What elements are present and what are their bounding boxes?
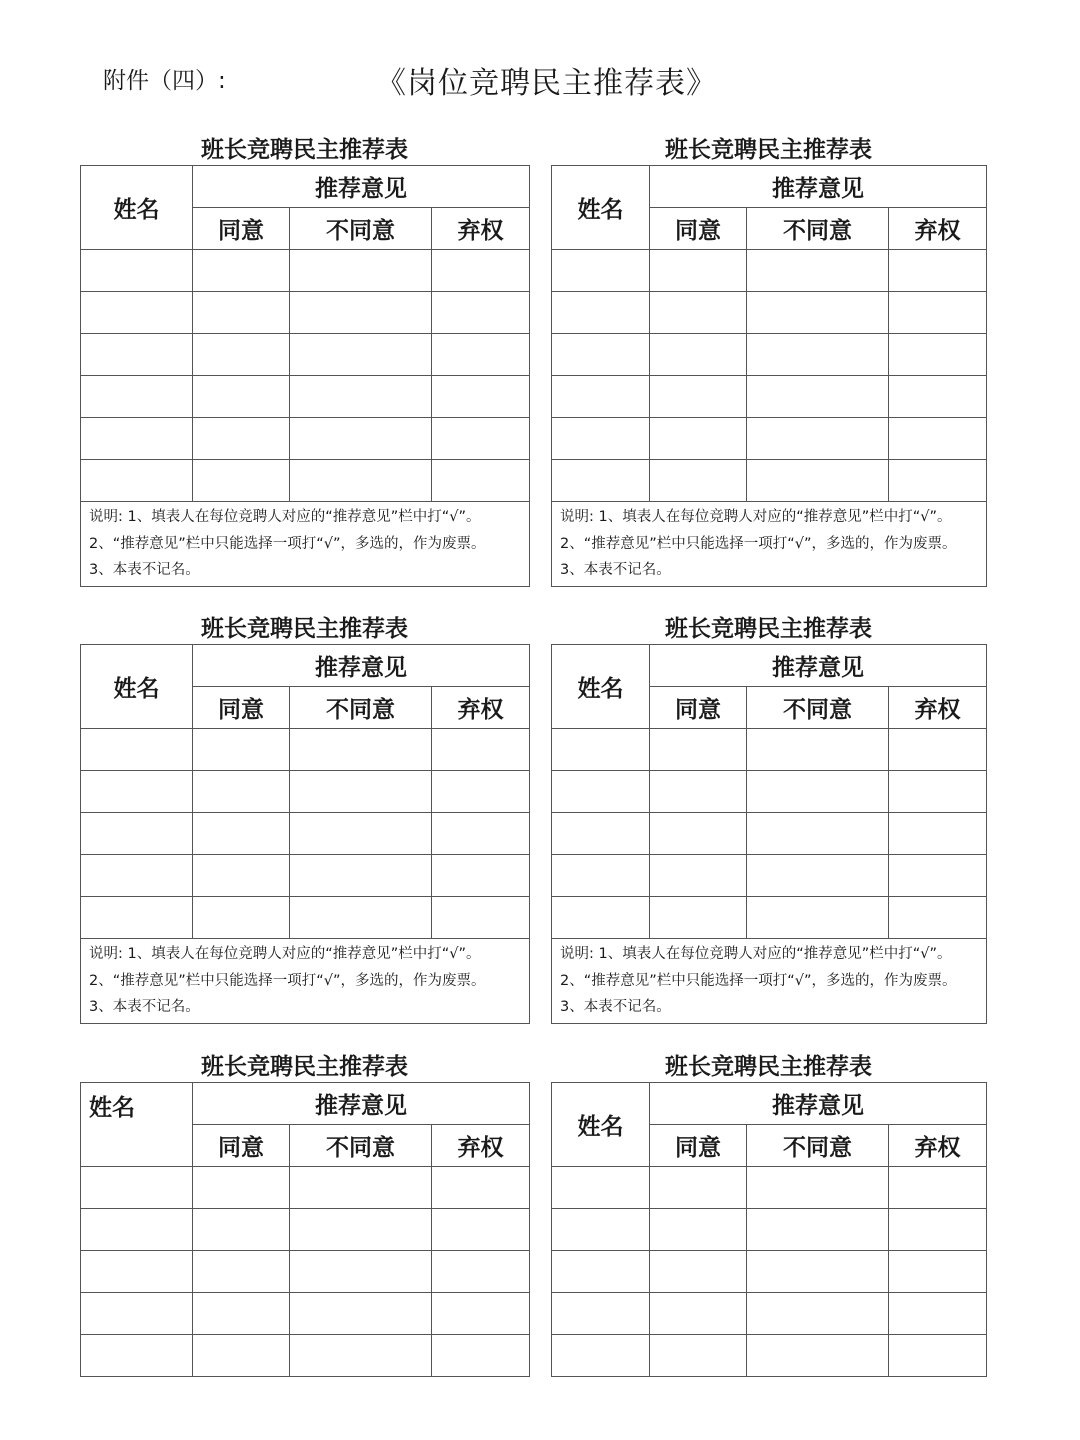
disagree-cell[interactable] [290, 1167, 432, 1209]
name-cell[interactable] [81, 250, 193, 292]
disagree-cell[interactable] [290, 897, 432, 939]
note-line-2: 2、“推荐意见”栏中只能选择一项打“√”，多选的，作为废票。 [560, 972, 957, 989]
table-row [81, 418, 530, 460]
agree-cell[interactable] [193, 729, 290, 771]
abstain-cell[interactable] [889, 729, 987, 771]
agree-cell[interactable] [193, 897, 290, 939]
agree-cell[interactable] [193, 418, 290, 460]
table-row [552, 250, 987, 292]
disagree-cell[interactable] [747, 771, 889, 813]
table-row [552, 292, 987, 334]
abstain-cell[interactable] [432, 250, 530, 292]
name-cell[interactable] [81, 418, 193, 460]
recommendation-form-2 [551, 135, 986, 587]
agree-cell[interactable] [193, 813, 290, 855]
agree-cell[interactable] [193, 1167, 290, 1209]
table-row [81, 376, 530, 418]
name-cell[interactable] [81, 729, 193, 771]
agree-cell[interactable] [193, 1335, 290, 1377]
form-title: 班长竞聘民主推荐表 [201, 1054, 408, 1080]
form-notes [81, 502, 530, 587]
note-line-3: 3、本表不记名。 [560, 562, 671, 578]
name-cell[interactable] [552, 460, 650, 502]
table-row [81, 729, 530, 771]
name-cell[interactable] [81, 1209, 193, 1251]
form-notes [552, 939, 987, 1024]
disagree-cell[interactable] [747, 1335, 889, 1377]
form-title: 班长竞聘民主推荐表 [201, 137, 408, 163]
table-row [81, 1209, 530, 1251]
recommendation-form-6 [551, 1052, 986, 1382]
attachment-label: 附件（四）: [103, 68, 226, 94]
disagree-header: 不同意 [290, 1125, 432, 1167]
note-line-3: 3、本表不记名。 [89, 562, 200, 578]
disagree-cell[interactable] [747, 334, 889, 376]
disagree-cell[interactable] [747, 376, 889, 418]
disagree-cell[interactable] [747, 250, 889, 292]
name-cell[interactable] [81, 855, 193, 897]
agree-cell[interactable] [650, 1335, 747, 1377]
agree-cell[interactable] [193, 376, 290, 418]
abstain-header: 弃权 [432, 687, 530, 729]
disagree-cell[interactable] [747, 729, 889, 771]
agree-header: 同意 [650, 687, 747, 729]
abstain-cell[interactable] [889, 855, 987, 897]
disagree-header: 不同意 [747, 208, 889, 250]
abstain-cell[interactable] [889, 250, 987, 292]
name-cell[interactable] [552, 729, 650, 771]
name-cell[interactable] [552, 250, 650, 292]
agree-header: 同意 [193, 208, 290, 250]
form-title: 班长竞聘民主推荐表 [665, 1054, 872, 1080]
recommendation-form-4 [551, 614, 986, 1024]
abstain-cell[interactable] [889, 292, 987, 334]
agree-cell[interactable] [193, 334, 290, 376]
disagree-cell[interactable] [290, 1335, 432, 1377]
table-row [81, 1335, 530, 1377]
name-cell[interactable] [552, 1167, 650, 1209]
table-row [552, 334, 987, 376]
note-line-1: 说明: 1、填表人在每位竞聘人对应的“推荐意见”栏中打“√”。 [89, 946, 481, 962]
name-header: 姓名 [81, 645, 193, 729]
agree-header: 同意 [193, 687, 290, 729]
agree-cell[interactable] [193, 1293, 290, 1335]
note-line-3: 3、本表不记名。 [89, 999, 200, 1015]
agree-cell[interactable] [650, 460, 747, 502]
table-row [81, 897, 530, 939]
abstain-cell[interactable] [432, 1209, 530, 1251]
recommendation-table [551, 1082, 987, 1377]
abstain-header: 弃权 [889, 687, 987, 729]
agree-cell[interactable] [650, 855, 747, 897]
table-row [552, 771, 987, 813]
name-cell[interactable] [81, 376, 193, 418]
form-title: 班长竞聘民主推荐表 [665, 616, 872, 642]
disagree-cell[interactable] [747, 813, 889, 855]
abstain-cell[interactable] [889, 460, 987, 502]
name-cell[interactable] [552, 292, 650, 334]
disagree-cell[interactable] [747, 1251, 889, 1293]
abstain-cell[interactable] [889, 897, 987, 939]
note-line-1: 说明: 1、填表人在每位竞聘人对应的“推荐意见”栏中打“√”。 [560, 509, 952, 525]
agree-cell[interactable] [650, 1167, 747, 1209]
agree-header: 同意 [650, 208, 747, 250]
abstain-cell[interactable] [889, 1335, 987, 1377]
abstain-header: 弃权 [432, 208, 530, 250]
agree-header: 同意 [650, 1125, 747, 1167]
abstain-cell[interactable] [432, 460, 530, 502]
table-row [552, 1335, 987, 1377]
disagree-header: 不同意 [290, 687, 432, 729]
agree-cell[interactable] [650, 1209, 747, 1251]
name-header: 姓名 [81, 166, 193, 250]
disagree-cell[interactable] [747, 1209, 889, 1251]
form-title: 班长竞聘民主推荐表 [665, 137, 872, 163]
name-header: 姓名 [552, 645, 650, 729]
agree-cell[interactable] [193, 855, 290, 897]
note-line-1: 说明: 1、填表人在每位竞聘人对应的“推荐意见”栏中打“√”。 [89, 509, 481, 525]
table-row [81, 771, 530, 813]
abstain-header: 弃权 [432, 1125, 530, 1167]
recommendation-table [80, 165, 530, 587]
disagree-cell[interactable] [747, 1167, 889, 1209]
name-cell[interactable] [552, 334, 650, 376]
agree-cell[interactable] [193, 250, 290, 292]
abstain-cell[interactable] [432, 376, 530, 418]
abstain-cell[interactable] [432, 729, 530, 771]
abstain-cell[interactable] [432, 1335, 530, 1377]
agree-cell[interactable] [193, 1209, 290, 1251]
name-cell[interactable] [552, 418, 650, 460]
agree-cell[interactable] [650, 292, 747, 334]
disagree-cell[interactable] [290, 855, 432, 897]
name-cell[interactable] [552, 1293, 650, 1335]
table-row [552, 376, 987, 418]
name-cell[interactable] [81, 1251, 193, 1293]
name-cell[interactable] [552, 376, 650, 418]
name-header: 姓名 [552, 1083, 650, 1167]
abstain-cell[interactable] [889, 418, 987, 460]
name-cell[interactable] [81, 771, 193, 813]
abstain-cell[interactable] [432, 292, 530, 334]
table-row [81, 855, 530, 897]
disagree-cell[interactable] [290, 376, 432, 418]
disagree-cell[interactable] [747, 460, 889, 502]
abstain-cell[interactable] [432, 813, 530, 855]
name-cell[interactable] [81, 460, 193, 502]
disagree-header: 不同意 [290, 208, 432, 250]
disagree-cell[interactable] [290, 1209, 432, 1251]
note-line-2: 2、“推荐意见”栏中只能选择一项打“√”，多选的，作为废票。 [89, 972, 486, 989]
opinion-header: 推荐意见 [650, 645, 987, 687]
table-row [552, 897, 987, 939]
name-cell[interactable] [81, 334, 193, 376]
disagree-cell[interactable] [290, 729, 432, 771]
note-line-3: 3、本表不记名。 [560, 999, 671, 1015]
name-cell[interactable] [552, 813, 650, 855]
name-header: 姓名 [81, 1083, 193, 1167]
opinion-header: 推荐意见 [193, 166, 530, 208]
agree-header: 同意 [193, 1125, 290, 1167]
abstain-cell[interactable] [432, 897, 530, 939]
recommendation-table [80, 1082, 530, 1377]
table-row [552, 460, 987, 502]
recommendation-form-3 [80, 614, 529, 1024]
agree-cell[interactable] [193, 1251, 290, 1293]
abstain-cell[interactable] [432, 1167, 530, 1209]
table-row [81, 1293, 530, 1335]
name-cell[interactable] [81, 292, 193, 334]
agree-cell[interactable] [650, 771, 747, 813]
agree-cell[interactable] [650, 334, 747, 376]
agree-cell[interactable] [650, 729, 747, 771]
form-notes [81, 939, 530, 1024]
agree-cell[interactable] [650, 1293, 747, 1335]
agree-cell[interactable] [193, 292, 290, 334]
opinion-header: 推荐意见 [193, 645, 530, 687]
disagree-cell[interactable] [290, 1293, 432, 1335]
disagree-cell[interactable] [747, 897, 889, 939]
opinion-header: 推荐意见 [193, 1083, 530, 1125]
name-cell[interactable] [81, 1167, 193, 1209]
disagree-cell[interactable] [290, 418, 432, 460]
name-cell[interactable] [552, 897, 650, 939]
table-row [81, 1251, 530, 1293]
table-row [552, 1293, 987, 1335]
name-cell[interactable] [81, 813, 193, 855]
name-header: 姓名 [552, 166, 650, 250]
table-row [81, 813, 530, 855]
disagree-cell[interactable] [747, 418, 889, 460]
recommendation-form-1 [80, 135, 529, 587]
abstain-cell[interactable] [889, 1293, 987, 1335]
abstain-cell[interactable] [889, 771, 987, 813]
abstain-header: 弃权 [889, 1125, 987, 1167]
name-cell[interactable] [552, 855, 650, 897]
form-title: 班长竞聘民主推荐表 [201, 616, 408, 642]
table-row [81, 334, 530, 376]
table-row [552, 1209, 987, 1251]
note-line-1: 说明: 1、填表人在每位竞聘人对应的“推荐意见”栏中打“√”。 [560, 946, 952, 962]
abstain-cell[interactable] [889, 813, 987, 855]
disagree-cell[interactable] [290, 1251, 432, 1293]
disagree-header: 不同意 [747, 1125, 889, 1167]
form-notes [552, 502, 987, 587]
page-title: 《岗位竞聘民主推荐表》 [376, 66, 717, 101]
recommendation-form-5 [80, 1052, 529, 1382]
table-row [552, 1251, 987, 1293]
disagree-cell[interactable] [747, 292, 889, 334]
abstain-cell[interactable] [432, 418, 530, 460]
abstain-cell[interactable] [889, 376, 987, 418]
agree-cell[interactable] [650, 1251, 747, 1293]
agree-cell[interactable] [193, 460, 290, 502]
abstain-cell[interactable] [889, 1251, 987, 1293]
abstain-header: 弃权 [889, 208, 987, 250]
disagree-cell[interactable] [290, 250, 432, 292]
abstain-cell[interactable] [432, 334, 530, 376]
table-row [552, 813, 987, 855]
table-row [81, 1167, 530, 1209]
name-cell[interactable] [81, 1335, 193, 1377]
table-row [81, 460, 530, 502]
abstain-cell[interactable] [432, 771, 530, 813]
abstain-cell[interactable] [889, 1167, 987, 1209]
agree-cell[interactable] [650, 418, 747, 460]
disagree-cell[interactable] [290, 460, 432, 502]
table-row [552, 1167, 987, 1209]
disagree-cell[interactable] [290, 292, 432, 334]
abstain-cell[interactable] [432, 1293, 530, 1335]
table-row [552, 729, 987, 771]
agree-cell[interactable] [650, 897, 747, 939]
table-row [552, 855, 987, 897]
recommendation-table [551, 644, 987, 1024]
table-row [81, 292, 530, 334]
disagree-cell[interactable] [290, 334, 432, 376]
disagree-header: 不同意 [747, 687, 889, 729]
name-cell[interactable] [552, 1209, 650, 1251]
note-line-2: 2、“推荐意见”栏中只能选择一项打“√”，多选的，作为废票。 [89, 535, 486, 552]
agree-cell[interactable] [650, 250, 747, 292]
table-row [81, 250, 530, 292]
disagree-cell[interactable] [747, 855, 889, 897]
recommendation-table [551, 165, 987, 587]
abstain-cell[interactable] [889, 1209, 987, 1251]
name-cell[interactable] [552, 1335, 650, 1377]
table-row [552, 418, 987, 460]
name-cell[interactable] [552, 1251, 650, 1293]
disagree-cell[interactable] [290, 813, 432, 855]
note-line-2: 2、“推荐意见”栏中只能选择一项打“√”，多选的，作为废票。 [560, 535, 957, 552]
name-cell[interactable] [552, 771, 650, 813]
abstain-cell[interactable] [432, 855, 530, 897]
opinion-header: 推荐意见 [650, 166, 987, 208]
disagree-cell[interactable] [747, 1293, 889, 1335]
agree-cell[interactable] [650, 376, 747, 418]
abstain-cell[interactable] [889, 334, 987, 376]
name-cell[interactable] [81, 897, 193, 939]
agree-cell[interactable] [650, 813, 747, 855]
opinion-header: 推荐意见 [650, 1083, 987, 1125]
agree-cell[interactable] [193, 771, 290, 813]
name-cell[interactable] [81, 1293, 193, 1335]
recommendation-table [80, 644, 530, 1024]
abstain-cell[interactable] [432, 1251, 530, 1293]
disagree-cell[interactable] [290, 771, 432, 813]
